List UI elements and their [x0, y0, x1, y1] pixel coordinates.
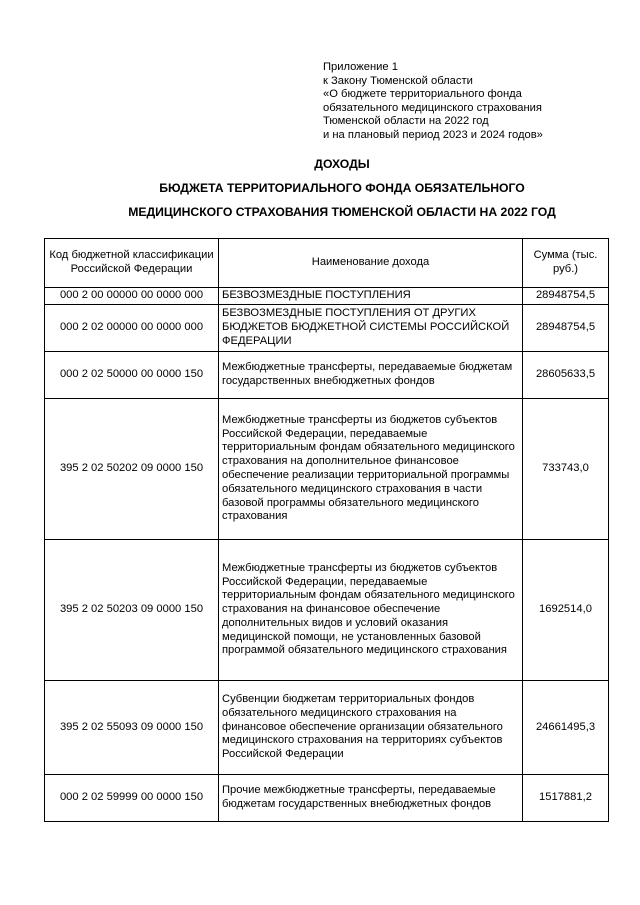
cell-code: 000 2 02 00000 00 0000 000 [45, 305, 219, 352]
cell-name: БЕЗВОЗМЕЗДНЫЕ ПОСТУПЛЕНИЯ [219, 288, 523, 305]
cell-sum: 28948754,5 [523, 305, 609, 352]
cell-sum: 28948754,5 [523, 288, 609, 305]
cell-sum: 28605633,5 [523, 352, 609, 399]
table-row [45, 305, 609, 352]
cell-sum: 1517881,2 [523, 775, 609, 822]
table-row [45, 288, 609, 305]
cell-name: Межбюджетные трансферты из бюджетов субъектов Российской Федерации, передаваемые территориальным фондам обязательного медицинского страхования на дополнительное финансовое обеспечение реализации территориальной программы обязательного медицинского страхования в части базовой программы обязательного медицинского страхования [219, 399, 523, 540]
cell-code: 000 2 02 59999 00 0000 150 [45, 775, 219, 822]
cell-name: Межбюджетные трансферты из бюджетов субъектов Российской Федерации, передаваемые территориальным фондам обязательного медицинского страхования на финансовое обеспечение дополнительных видов и условий оказания медицинской помощи, не установленных базовой программой обязательного медицинского страхования [219, 540, 523, 681]
cell-name: Прочие межбюджетные трансферты, передаваемые бюджетам государственных внебюджетных фондов [219, 775, 523, 822]
appendix-line: обязательного медицинского страхования [323, 101, 542, 114]
table-row [45, 775, 609, 822]
appendix-line: «О бюджете территориального фонда [323, 88, 522, 101]
appendix-line: и на плановый период 2023 и 2024 годов» [323, 128, 543, 141]
cell-sum: 1692514,0 [523, 540, 609, 681]
table-header-row [45, 239, 609, 288]
appendix-line: к Закону Тюменской области [323, 74, 473, 87]
cell-sum: 733743,0 [523, 399, 609, 540]
cell-name: Межбюджетные трансферты, передаваемые бюджетам государственных внебюджетных фондов [219, 352, 523, 399]
cell-sum: 24661495,3 [523, 681, 609, 775]
cell-code: 000 2 00 00000 00 0000 000 [45, 288, 219, 305]
appendix-line: Тюменской области на 2022 год [323, 115, 489, 128]
appendix-block [323, 61, 633, 143]
cell-name: БЕЗВОЗМЕЗДНЫЕ ПОСТУПЛЕНИЯ ОТ ДРУГИХ БЮДЖЕТОВ БЮДЖЕТНОЙ СИСТЕМЫ РОССИЙСКОЙ ФЕДЕРАЦИИ [219, 305, 523, 352]
document-subtitle-line-1: БЮДЖЕТА ТЕРРИТОРИАЛЬНОГО ФОНДА ОБЯЗАТЕЛЬНОГО [159, 181, 525, 195]
table-row [45, 352, 609, 399]
header-name: Наименование дохода [219, 239, 523, 288]
income-table [44, 238, 609, 822]
table-row [45, 399, 609, 540]
document-subtitle-line-2: МЕДИЦИНСКОГО СТРАХОВАНИЯ ТЮМЕНСКОЙ ОБЛАСТИ НА 2022 ГОД [128, 205, 556, 219]
table-row [45, 681, 609, 775]
cell-name: Субвенции бюджетам территориальных фондов обязательного медицинского страхования на финансовое обеспечение организации обязательного медицинского страхования на территориях субъектов Российской Федерации [219, 681, 523, 775]
cell-code: 000 2 02 50000 00 0000 150 [45, 352, 219, 399]
cell-code: 395 2 02 50202 09 0000 150 [45, 399, 219, 540]
cell-code: 395 2 02 55093 09 0000 150 [45, 681, 219, 775]
cell-code: 395 2 02 50203 09 0000 150 [45, 540, 219, 681]
header-code: Код бюджетной классификации Российской Федерации [45, 239, 219, 288]
document-title: ДОХОДЫ [314, 157, 370, 171]
table-row [45, 540, 609, 681]
header-sum: Сумма (тыс. руб.) [523, 239, 609, 288]
appendix-line: Приложение 1 [323, 61, 398, 73]
